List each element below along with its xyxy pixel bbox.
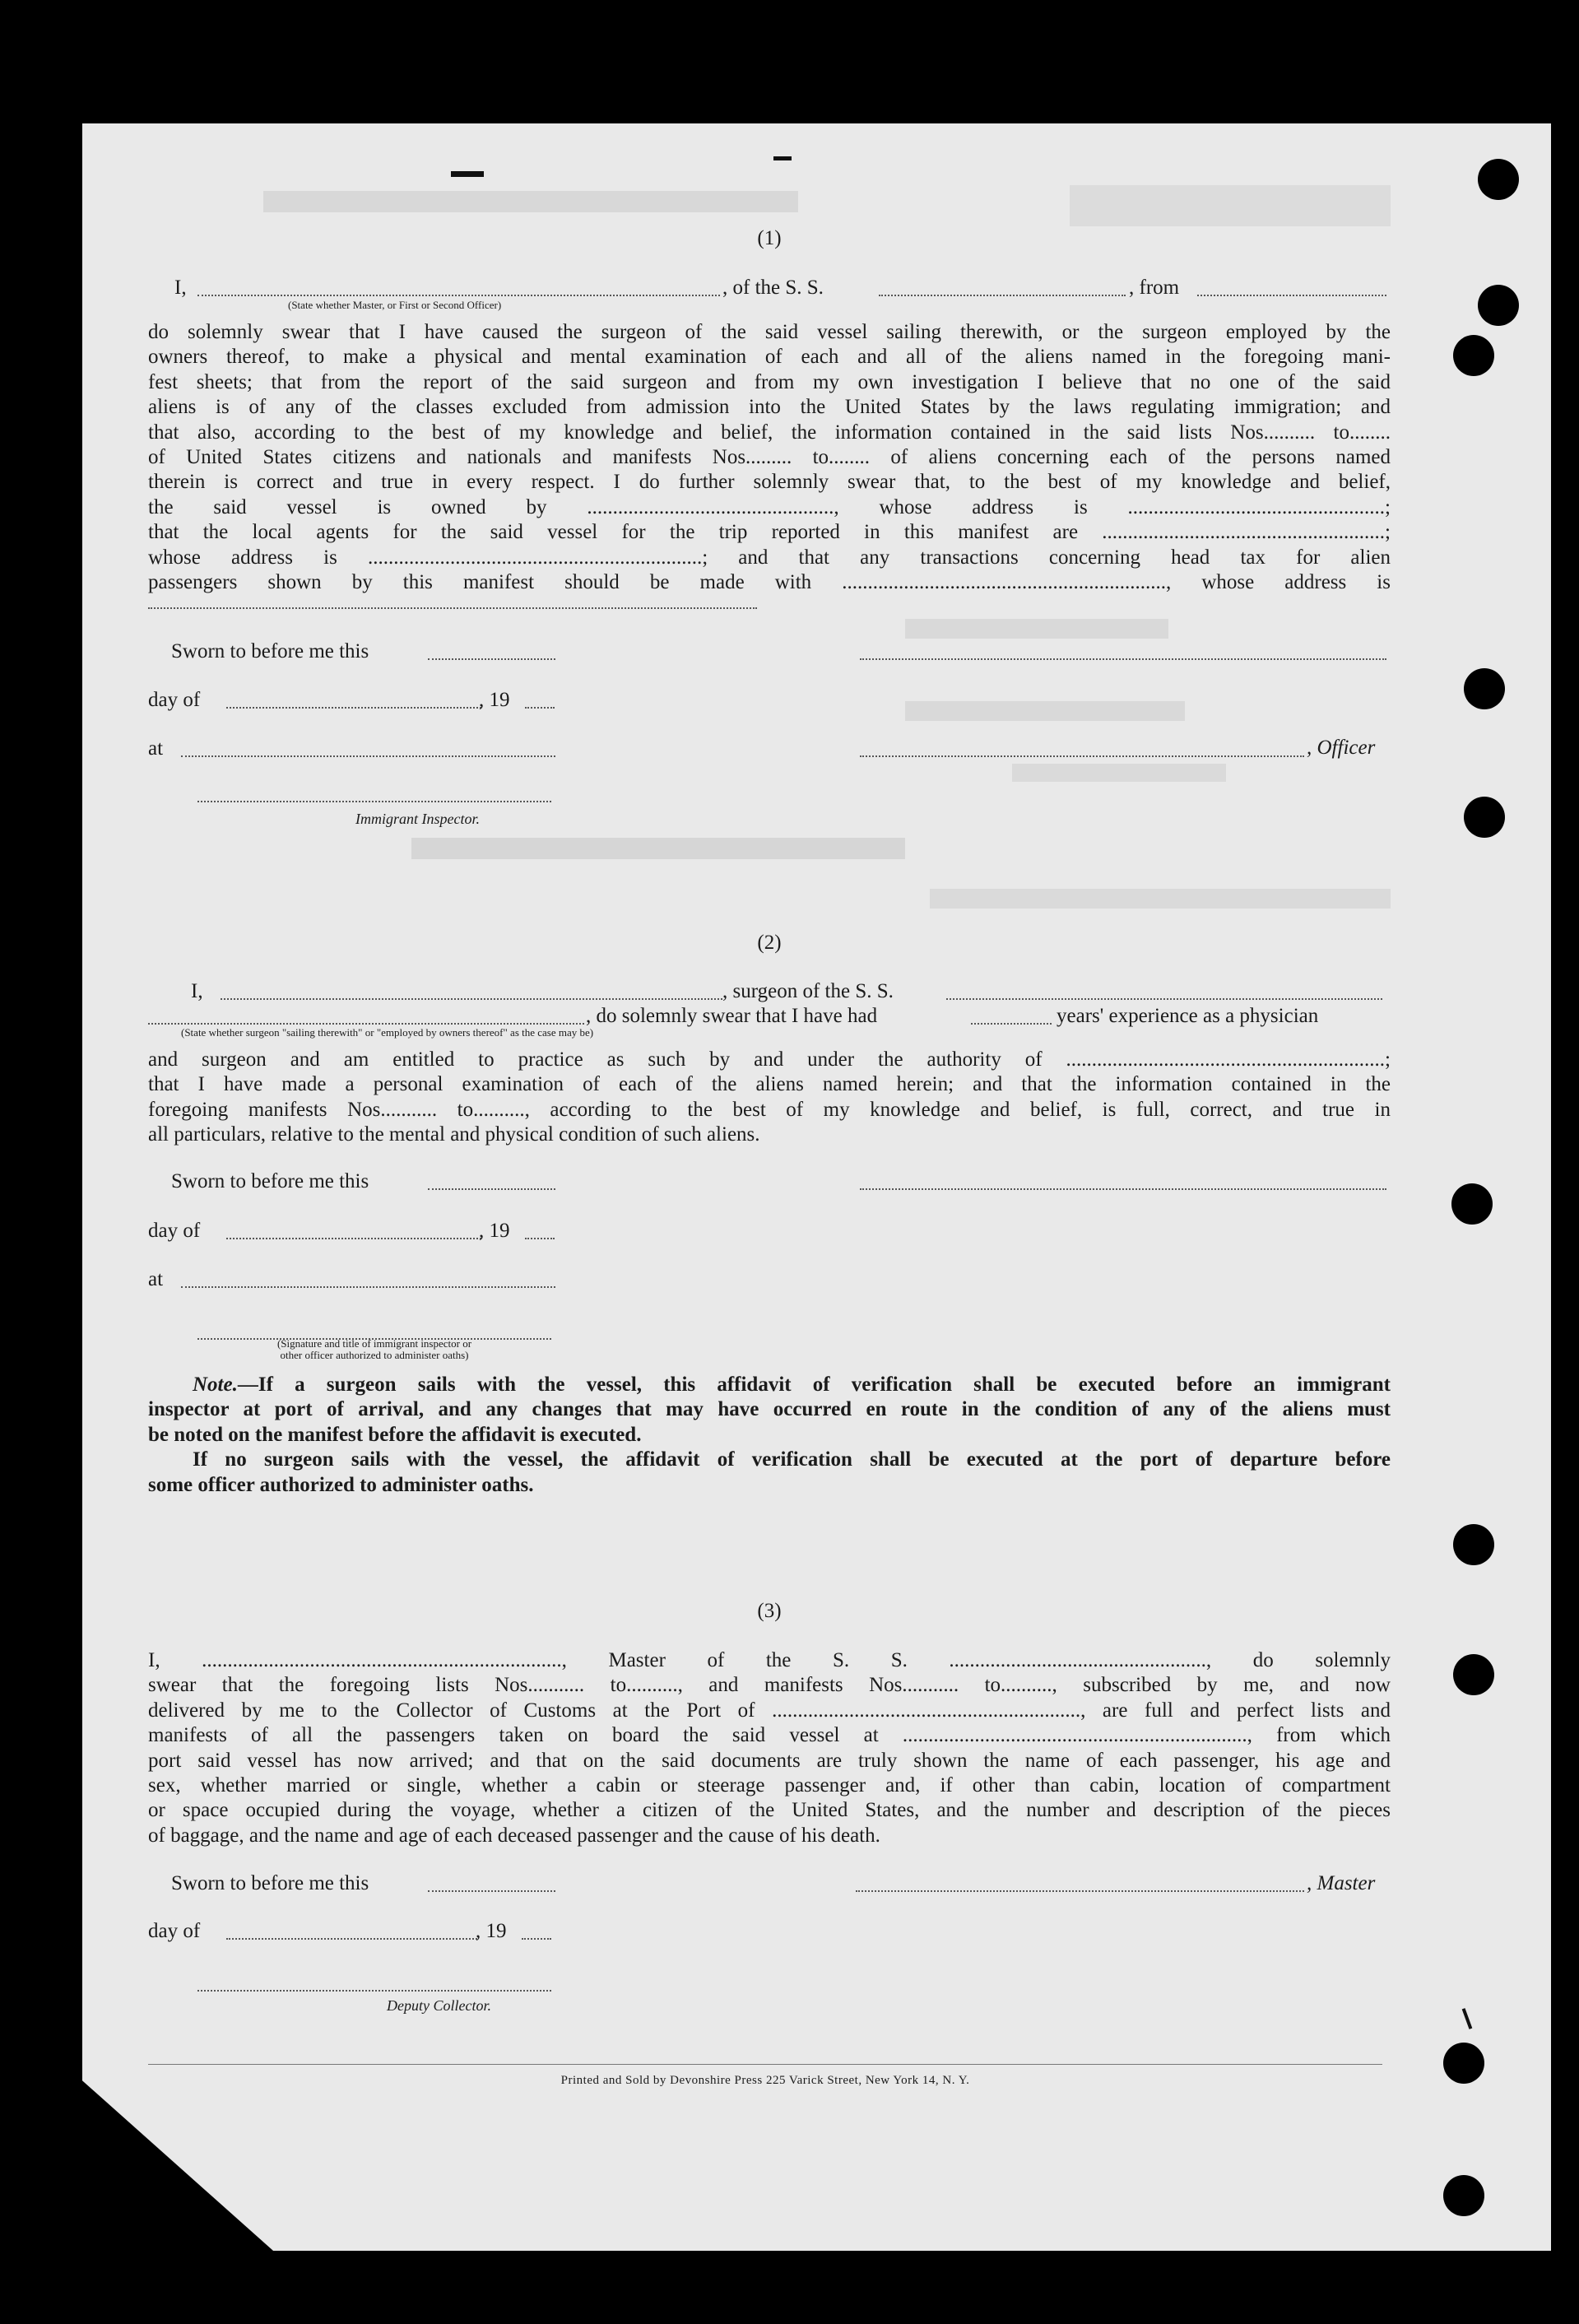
- surgeon-name-blank: [221, 983, 722, 1000]
- at-label: at: [148, 1268, 164, 1290]
- surgeon-note: (State whether surgeon "sailing therewith" or "employed by owners thereof" as the case may be): [181, 1026, 594, 1039]
- sworn-label: Sworn to before me this: [171, 1872, 369, 1894]
- binder-hole: [1464, 797, 1505, 838]
- master-note: (State whether Master, or First or Second Officer): [288, 299, 502, 311]
- binder-hole: [1464, 668, 1505, 709]
- section3-paragraph: I, ......................................................................, Master of the S. S. .................................................., do solemnly swear that the foregoing lists Nos........... to.........., and manifests Nos........... to.........., subscribed by me, and now delivered by me to the Collector of Customs at the Port of ............................................................, are full and perfect lists and manifests of all the passengers taken on board the said vessel at ..................................................................., from which port said vessel has now arrived; and that on the said documents are truly shown the name of each passenger, his age and sex, whether married or single, whether a cabin or steerage passenger and, if other than cabin, location of compartment or space occupied during the voyage, whether a citizen of the United States, and the number and description of the pieces of baggage, and the name and age of each deceased passenger and the cause of his death.: [148, 1649, 1391, 1847]
- oath-i: I,: [191, 980, 203, 1002]
- master-label: , Master: [1307, 1872, 1376, 1894]
- swear-label: , do solemnly swear that I have had: [586, 1005, 878, 1027]
- inspector-label: Immigrant Inspector.: [355, 811, 480, 827]
- day-of-label: day of: [148, 1920, 201, 1942]
- note-label: Note.: [193, 1373, 238, 1396]
- sworn-day-blank: [428, 644, 555, 660]
- officer-signature-blank: [860, 741, 1304, 757]
- collector-label: Deputy Collector.: [387, 1997, 491, 2014]
- day-of-blank: [226, 1923, 477, 1940]
- years-blank: [971, 1008, 1052, 1025]
- at-label: at: [148, 737, 164, 760]
- officer-name-blank: [197, 280, 720, 296]
- binder-hole: [1443, 2043, 1484, 2084]
- bleed-through-mark: [1012, 764, 1226, 782]
- section-number: (1): [757, 227, 782, 249]
- from-label: , from: [1129, 277, 1180, 299]
- address-blank: [148, 593, 757, 609]
- note-paragraph: Note.—If a surgeon sails with the vessel, this affidavit of verification shall be executed before an immigrant inspector at port of arrival, and any changes that may have occurred en route in the condition of any of the aliens must be noted on the manifest before the affidavit is executed. If no surgeon sails with the vessel, the affidavit of verification shall be executed at the port of departure before some officer authorized to administer oaths.: [148, 1373, 1391, 1496]
- binder-hole: [1453, 1524, 1494, 1565]
- section-number: (2): [757, 932, 782, 954]
- day-of-label: day of: [148, 689, 201, 711]
- surgeon-type-blank: [148, 1008, 584, 1025]
- oath-i: I,: [174, 277, 187, 299]
- section2-paragraph: and surgeon and am entitled to practice as such by and under the authority of ..............................................................; that I have made a personal examination of each of the aliens named herein; and that the information contained in the foregoing manifests Nos........... to.........., according to the best of my knowledge and belief, is full, correct, and true in all particulars, relative to the mental and physical condition of such aliens.: [148, 1048, 1391, 1146]
- year-blank: [525, 692, 555, 709]
- officer-label: , Officer: [1307, 737, 1376, 759]
- year-label: , 19: [476, 1920, 507, 1942]
- section1-paragraph: do solemnly swear that I have caused the surgeon of the said vessel sailing therewith, or the surgeon employed by the owners thereof, to make a physical and mental examination of each and all of the aliens named in the foregoing mani- fest sheets; that from the report of the said surgeon and from my own investigation I believe that no one of the said aliens is of any of the classes excluded from admission into the United States by the laws regulating immigration; and that also, according to the best of my knowledge and belief, the information contained in the said lists Nos.......... to........ of United States citizens and nationals and manifests Nos......... to........ of aliens concerning each of the persons named therein is correct and true in every respect. I do further solemnly swear that, to the best of my knowledge and belief, the said vessel is owned by ................................................, whose address is ..................................................; that the local agents for the said vessel for the trip reported in this manifest are .......................................................; whose address is .................................................................; and that any transactions concerning head tax for alien passengers shown by this manifest should be made with ..............................................................., whose address is: [148, 321, 1391, 593]
- signature-note: (Signature and title of immigrant inspector or other officer authorized to administer oaths): [276, 1337, 472, 1361]
- sworn-day-blank: [428, 1875, 555, 1892]
- binder-hole: [1478, 159, 1519, 200]
- signature-blank: [860, 644, 1386, 660]
- day-of-blank: [226, 1223, 481, 1239]
- year-label: , 19: [479, 1220, 510, 1242]
- ink-mark: [773, 156, 792, 160]
- year-label: , 19: [479, 689, 510, 711]
- years-label: years' experience as a physician: [1057, 1005, 1319, 1027]
- sworn-label: Sworn to before me this: [171, 640, 369, 662]
- ship-name-blank: [946, 983, 1382, 1000]
- day-of-blank: [226, 692, 481, 709]
- inspector-signature-blank: [197, 786, 551, 802]
- binder-hole: [1453, 335, 1494, 376]
- bleed-through-mark: [905, 619, 1168, 639]
- day-of-label: day of: [148, 1220, 201, 1242]
- footer-rule: [148, 2064, 1382, 2065]
- year-blank: [525, 1223, 555, 1239]
- of-ss-label: , of the S. S.: [722, 277, 824, 299]
- binder-hole: [1453, 1654, 1494, 1695]
- surgeon-signature-blank: [860, 1174, 1386, 1190]
- collector-signature-blank: [197, 1975, 551, 1992]
- bleed-through-mark: [905, 701, 1185, 721]
- at-blank: [181, 741, 555, 757]
- bleed-through-mark: [263, 191, 798, 212]
- bleed-through-mark: [930, 889, 1391, 909]
- printer-imprint: Printed and Sold by Devonshire Press 225 Varick Street, New York 14, N. Y.: [560, 2074, 970, 2087]
- at-blank: [181, 1271, 555, 1288]
- binder-hole: [1451, 1183, 1493, 1225]
- surgeon-of-ss-label: , surgeon of the S. S.: [722, 980, 894, 1002]
- section-number: (3): [757, 1600, 782, 1622]
- sworn-label: Sworn to before me this: [171, 1170, 369, 1192]
- bleed-through-mark: [411, 838, 905, 859]
- sworn-day-blank: [428, 1174, 555, 1190]
- year-blank: [522, 1923, 551, 1940]
- master-signature-blank: [856, 1875, 1304, 1892]
- from-port-blank: [1197, 280, 1386, 296]
- ink-mark: [451, 171, 484, 177]
- binder-hole: [1478, 285, 1519, 326]
- binder-hole: [1443, 2175, 1484, 2216]
- ship-name-blank: [879, 280, 1126, 296]
- bleed-through-mark: [1070, 185, 1391, 226]
